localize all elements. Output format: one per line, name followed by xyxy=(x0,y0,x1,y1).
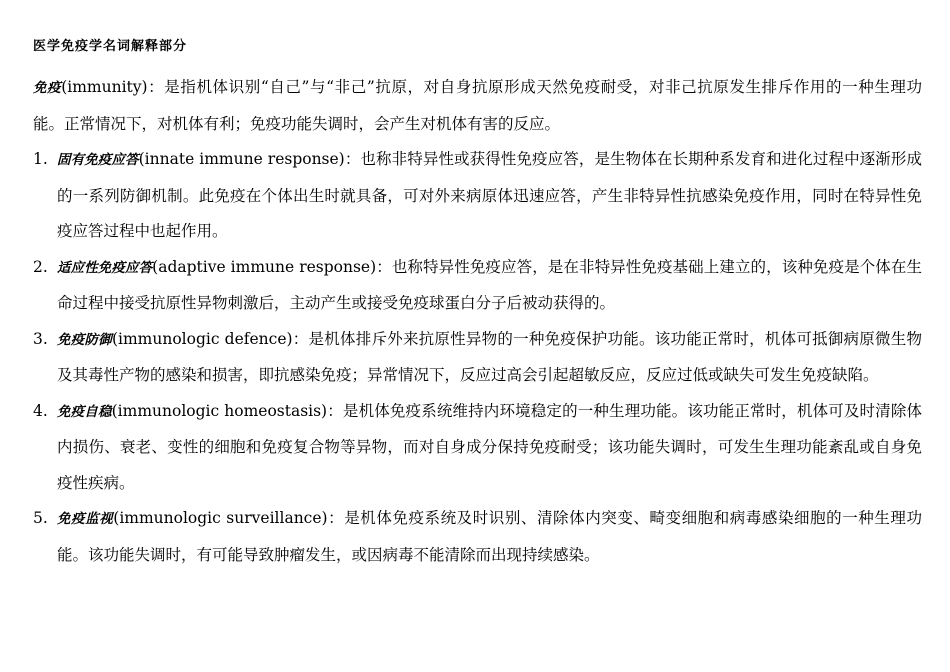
item-term: 免疫自稳 xyxy=(57,403,112,420)
definition-list xyxy=(33,142,922,573)
item-number: 1. xyxy=(33,150,48,168)
item-number: 5. xyxy=(33,509,48,527)
item-body: (immunologic surveillance)：是机体免疫系统及时识别、清除体内突变、畸变细胞和病毒感染细胞的一种生理功能。该功能失调时，有可能导致肿瘤发生，或因病毒不能清除而出现持续感染。 xyxy=(57,509,923,564)
item-term: 免疫防御 xyxy=(57,331,112,348)
item-number: 4. xyxy=(33,401,48,420)
definition-item-adaptive-immune-response xyxy=(33,250,922,322)
definition-item-immunologic-defence xyxy=(33,322,922,394)
item-body: (immunologic defence)：是机体排斥外来抗原性异物的一种免疫保护功能。该功能正常时，机体可抵御病原微生物及其毒性产物的感染和损害，即抗感染免疫；异常情况下，反应过高会引起超敏反应，反应过低或缺失可发生免疫缺陷。 xyxy=(57,329,922,384)
item-body: (adaptive immune response)：也称特异性免疫应答，是在非特异性免疫基础上建立的，该种免疫是个体在生命过程中接受抗原性异物刺激后，主动产生或接受免疫球蛋白分子后被动获得的。 xyxy=(57,257,922,312)
item-body: (innate immune response)：也称非特异性或获得性免疫应答，是生物体在长期种系发育和进化过程中逐渐形成的一系列防御机制。此免疫在个体出生时就具备，可对外来病原体迅速应答，产生非特异性抗感染免疫作用，同时在特异性免疫应答过程中也起作用。 xyxy=(57,150,923,240)
item-body: (immunologic homeostasis)：是机体免疫系统维持内环境稳定的一种生理功能。该功能正常时，机体可及时清除体内损伤、衰老、变性的细胞和免疫复合物等异物，而对自身成分保持免疫耐受；该功能失调时，可发生生理功能紊乱或自身免疫性疾病。 xyxy=(57,401,922,492)
definition-item-immunologic-surveillance xyxy=(33,501,922,573)
item-term: 免疫监视 xyxy=(57,511,114,527)
item-number: 3. xyxy=(33,329,48,348)
item-term: 适应性免疫应答 xyxy=(57,259,153,276)
intro-body: (immunity)：是指机体识别“自己”与“非己”抗原，对自身抗原形成天然免疫耐受，对非己抗原发生排斥作用的一种生理功能。正常情况下，对机体有利；免疫功能失调时，会产生对机体有害的反应。 xyxy=(33,78,923,133)
intro-paragraph xyxy=(33,70,922,142)
item-term: 固有免疫应答 xyxy=(57,152,139,168)
document-title: 医学免疫学名词解释部分 xyxy=(33,39,188,54)
item-number: 2. xyxy=(33,257,48,276)
definition-item-innate-immune-response xyxy=(33,142,922,250)
intro-term: 免疫 xyxy=(33,80,62,96)
definition-item-immunologic-homeostasis xyxy=(33,394,922,502)
